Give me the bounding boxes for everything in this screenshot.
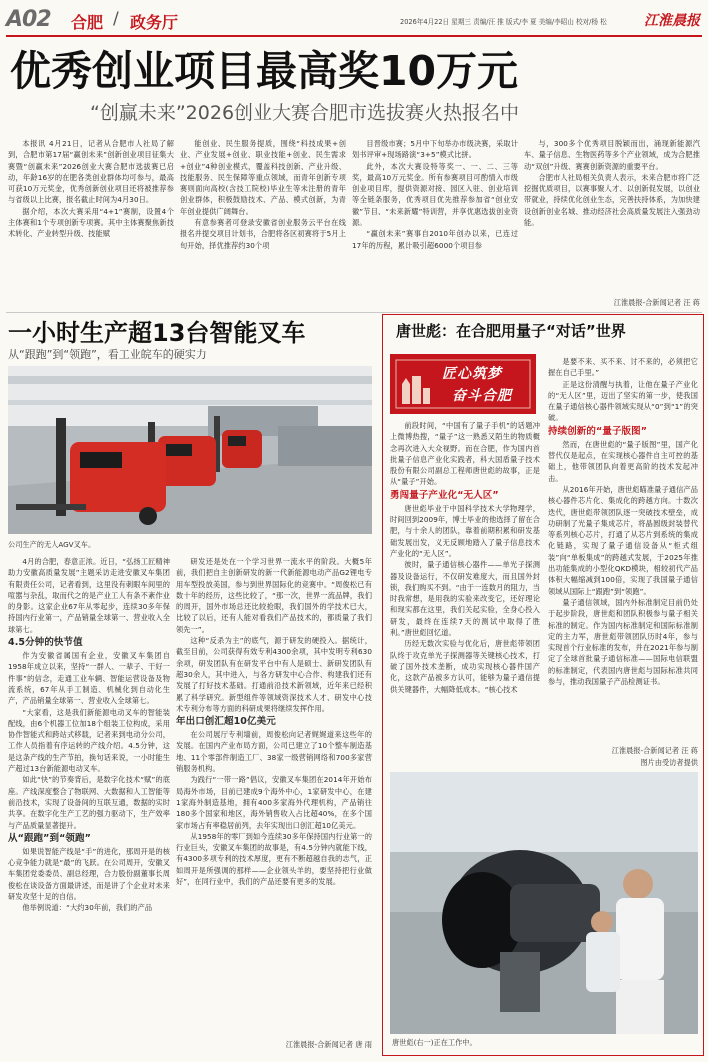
subhead-quantum-map: 持续创新的“量子版图”	[548, 425, 648, 437]
brand-logo: 江淮晨报	[644, 13, 700, 29]
section-name: 政务厅	[130, 13, 179, 32]
banner-line-2: 奋斗合肥	[452, 388, 512, 404]
article2-title: 一小时生产超13台智能叉车	[8, 319, 306, 347]
header-rule	[6, 35, 702, 37]
article3-photo-credit: 图片由受访者提供	[640, 758, 698, 767]
article3-col-right: 是要不来、买不来、讨不来的，必须把它握在自己手里。” 正是这份清醒与执着，让他在量子产业化的“无人区”里，迈出了坚实的第一步，使我国在量子通信核心器件领域实现从“0”到“1”的突破。 持续创新的“量子版图” 然而，在唐世彪的“量子版图”里，国产化替代仅是起点，在实现核心器件自主可控的基础上，他带领团队向着更高阶的技术发起冲击。 从2016年开始，唐世彪瞄准量子通信产品核心器件芯片化、集成化的跨越方向。十数次迭代，唐世彪带领团队逐一突破技术壁垒，成功研制了光量子集成芯片，将晶圆级封装替代等系列核心芯片，打通了从芯片到系统的集成化链路，实现了量子通信设备从“柜式组装”向“单板集成”的跨越式发展，于2025年推出功能集成的小型化QKD模块，相较初代产品体积大幅缩减到100倍，实现了我国量子通信领域从国际上“跟跑”到“领跑”。 量子通信领域，国内外标准制定目前仍处于起步阶段，唐世彪和团队积极参与量子相关标准的制定。作为国内标准制定和国际标准制定的主力军，唐世彪带领团队历时4年，参与实现首个行业标准的发布，并在2021年参与制定了全球首批量子通信标准——国际电信联盟的标准制定，代表国内唐世彪与国际标准共同参与，推动我国量子产品检测证书。	[548, 357, 698, 687]
forklift-illustration	[8, 366, 372, 534]
lab-photo-caption: 唐世彪(右一)正在工作中。	[392, 1038, 477, 1047]
subhead-export: 年出口创汇超10亿美元	[176, 716, 276, 728]
subhead-follow-to-lead: 从“跟跑”到“领跑”	[8, 832, 91, 844]
header-separator: /	[113, 9, 119, 29]
subhead-fast-pace: 4.5分钟的快节值	[8, 637, 83, 649]
article1-col4: 与，300多个优秀项目脱颖而出，涌现新能源汽车、量子信息、生物医药等多个产业领域，成为合肥推动“双创”升级、赛赛创新资源的重要平台。 合肥市人社局相关负责人表示，未来合肥市将广泛挖掘优质项目，以赛事聚人才、以创新促发展，以创业带就业，持续优化创业生态，完善扶持体系，为加快建设创新创业名城、推动经济社会高质量发展注入强劲动能。	[524, 139, 700, 228]
header-city: 合肥	[71, 13, 104, 32]
article-divider	[6, 312, 702, 313]
banner-line-1: 匠心筑梦	[442, 366, 502, 382]
article2-subtitle: 从“跟跑”到“领跑”，看工业皖车的硬实力	[8, 348, 207, 361]
article3-col-left: 前段时间，“中国有了量子手机”的话题冲上微博热搜，“量子”这一熟悉又陌生的物质概念再次进入大众视野。而在合肥，作为国内首批量子信息产业化实践者，科大国盾量子技术股份有限公司副总工程师唐世彪的故事，正是从“量子”开始。 勇闯量子产业化“无人区” 唐世彪毕业于中国科学技术大学物理学，时间回到2009年，博士毕业的他选择了留在合肥，与十余人的团队，靠着前期积累和研发基础发展出发，义无反顾地踏入了量子信息技术产业化的“无人区”。 彼时，量子通信核心器件——单光子探测器及设备运行，不仅研发难度大，而且国外封锁，我们购买不到。“由于一连数月的阻力，当时我常想，是用我的实验来改变它，还好理论和现实都在这里，我们关起实验，全身心投入研发，最终在连续7天的测试中取得了胜利。”唐世彪回忆道。 历经无数次实验与优化后，唐世彪带领团队终于攻克单光子探测器等关键核心技术，打破了国外技术垄断，成功实现核心器件国产化，这款产品被多方认可，能够为量子通信提供关键器件，大幅降低成本。“核心技术	[390, 421, 540, 694]
article1-col1: 本报讯 4月21日，记者从合肥市人社局了解到，合肥市第17届“赢创未来”创新创业项目征集大赛暨“创赢未来”2026创业大赛合肥市选拔赛已启动，年龄16岁的在肥各类创业群体均可参与，最高可获10万元奖金，优秀创新创业项目还将被推荐参与省级以上比赛，报名截止时间为4月30日。 据介绍，本次大赛采用“4+1”赛制，设置4个主体赛和1个专项创新专项赛。其中主体赛聚焦新技术转化、产业转型升级、技能赋	[8, 139, 174, 239]
article1-title: 优秀创业项目最高奖10万元	[10, 47, 519, 95]
subhead-no-mans-land: 勇闯量子产业化“无人区”	[390, 489, 499, 501]
article1-col2: 能创业、民生服务提质，围绕“科技成果+创业、产业发展+创业、职业技能+创业、民生需求+创业”4种创业模式，覆盖科技创新、产业升级、技能服务、民生保障等重点领域，而青年创新专项赛则面向高校(含技工院校)毕业生等未注册的青年创业群体，积极鼓励技术、产品、模式创新，为青年创业提供广阔舞台。 有意参赛者可登录安徽省创业服务云平台在线报名并提交项目计划书，合肥将各区初赛将于5月上旬开始，择优推荐约30个项	[180, 139, 346, 250]
article1-col3: 目晋级市赛；5月中下旬举办市级决赛，采取计划书评审+现场路演“3+5”模式比拼。 此外，本次大赛设特等奖一、一、二、三等奖，最高10万元奖金。所有参赛项目可酌情入市级创业项目库，提供资源对接、园区入驻、创业培训等全链条服务，优秀项目优先推荐参加省“创业安徽”节目、“未来新耀”特训营，并享优惠选拔创业资源。 “赢创未来”赛事自2010年创办以来，已连过17年的历程，累计吸引超6000个项目参	[352, 139, 518, 250]
column-banner	[390, 354, 536, 414]
article1-byline: 江淮晨报-合新闻记者 汪 蒋	[613, 298, 700, 307]
article2-col-a: 4月的合肥，春意正浓。近日，“弘扬工匠精神 助力安徽高质量发展”主题采访走进安徽叉车集团有限责任公司，记者看到，这里没有刺眼车间里的喧嚣与杂乱，取而代之的是产业工人有条不紊作业的身影。这家企业67年从零起步，连续30多年保持国内行业第一，产品销量全球第一、营业收入全球第七。 4.5分钟的快节值 作为安徽省属国有企业，安徽叉车集团自1958年成立以来，坚持“一群人、一辈子、干好一件事”的信念，走通工业车辆、智能运营设备及物流系统，67年从手工制造、机械化到自动化生产，产品销量全球第一、营业收入全球第七。 “大家看，这是我们新能源电动叉车的智能装配线，由6个机器工位加18个组装工位构成，采用协作智能式和跨站式移载，记者来到电动分公司，工作人员指着有序运转的产线介绍。4.5分钟，这是这条产线的生产节拍，换句话来说，一小时能生产超过13台新能源电动叉车。 如此“快”的节奏背后，是数字化技术“赋”的底座。产线深度整合了物联网、大数据和人工智能等前沿技术，实现了设备间的互联互通，数据的实时共享。在数字化生产工艺的强力驱动下，生产效率与产品质量显著提升。 从“跟跑”到“领跑” 如果说智能产线是“手”的进化，那周开是的核心竞争能力就是“最”的飞跃。在公司周开，安徽叉车集团党委委员、副总经理，合力股份副董事长周俊松在谈设备方面最讲述，而是讲了个企业对未来研发攻坚十足的自信。 他举例说道：“大约30年前，我们的产品	[8, 557, 170, 913]
article2-byline: 江淮晨报-合新闻记者 唐 雨	[285, 1040, 372, 1049]
forklift-photo-caption: 公司生产的无人AGV叉车。	[8, 540, 96, 549]
masthead	[0, 0, 708, 36]
header-meta: 2026年4月22日 星期三 责编/汪 推 版式/李 夏 美编/李昭山 校对/杨 松	[400, 18, 607, 26]
article2-col-b: 研发还是处在一个学习世界一流水平的阶段。大概5年前，我们把自主创新研发的新一代新能源电动产品G2锂电专用车型投放美国，参与到世界国际化的竞赛中。“周俊松已有数十年的经历，这些比较了，“那一次，世界一流品牌，我们的周开，国外市场总还比较抢眼，我们国外的学技术已大，比较了以后，还有人能对看我们产品技术的，都质量了我们领先一”。 这种“反杀为主”的底气，源于研发的硬投入。据统计，截至目前，公司获得有效专利4300余项，其中发明专利630余项，研发团队有在研发平台中有人是硕士、新研发团队有超30余人，其中进入，与各方研发中心合作、构建我们还有发展了打好技术基础。打通前沿技术新领域，近年来已经积累了科学研究。新型组件等领域资深技术人才、研发中心技术专利分布等方面的科研成果将继续发挥作用。 年出口创汇超10亿美元 在公司展厅专利墙前，周俊松向记者娓娓道来这些年的发展。在国内产业布局方面，公司已建立了10个整车制造基地、11个零部件制造工厂、38家一级营销网络和700多家营销服务机构。 为践行“一带一路”倡议，安徽叉车集团在2014年开始布局海外市场，目前已建成9个海外中心，1家研发中心，在建1家海外制造基地，拥有400多家海外代理机构，产品销往180多个国家和地区，海外销售收入占比超40%，在多个国家市场占有率稳居前列，去年实现出口创汇超10亿美元。 从1958年的零厂到如今连续30多年保持国内行业第一的行业巨头，安徽叉车集团的故事是，有4.5分钟内就能下线，有4300多项专利的技术厚度，更有不断超越自我的志气，正如周开是所强调的那样——企业领头羊的，要坚持把行业做好”，在同行业中，我们的产品还要有更多的发展。	[176, 557, 372, 887]
article3-title: 唐世彪：在合肥用量子“对话”世界	[396, 322, 626, 340]
page-number: A02	[6, 7, 51, 32]
lab-photo	[390, 772, 698, 1034]
forklift-photo	[8, 366, 372, 534]
quantum-telescope-illustration	[390, 772, 698, 1034]
article1-subtitle: “创赢未来”2026创业大赛合肥市选拔赛火热报名中	[90, 102, 520, 124]
article3-byline: 江淮晨报-合新闻记者 汪 蒋	[611, 746, 698, 755]
